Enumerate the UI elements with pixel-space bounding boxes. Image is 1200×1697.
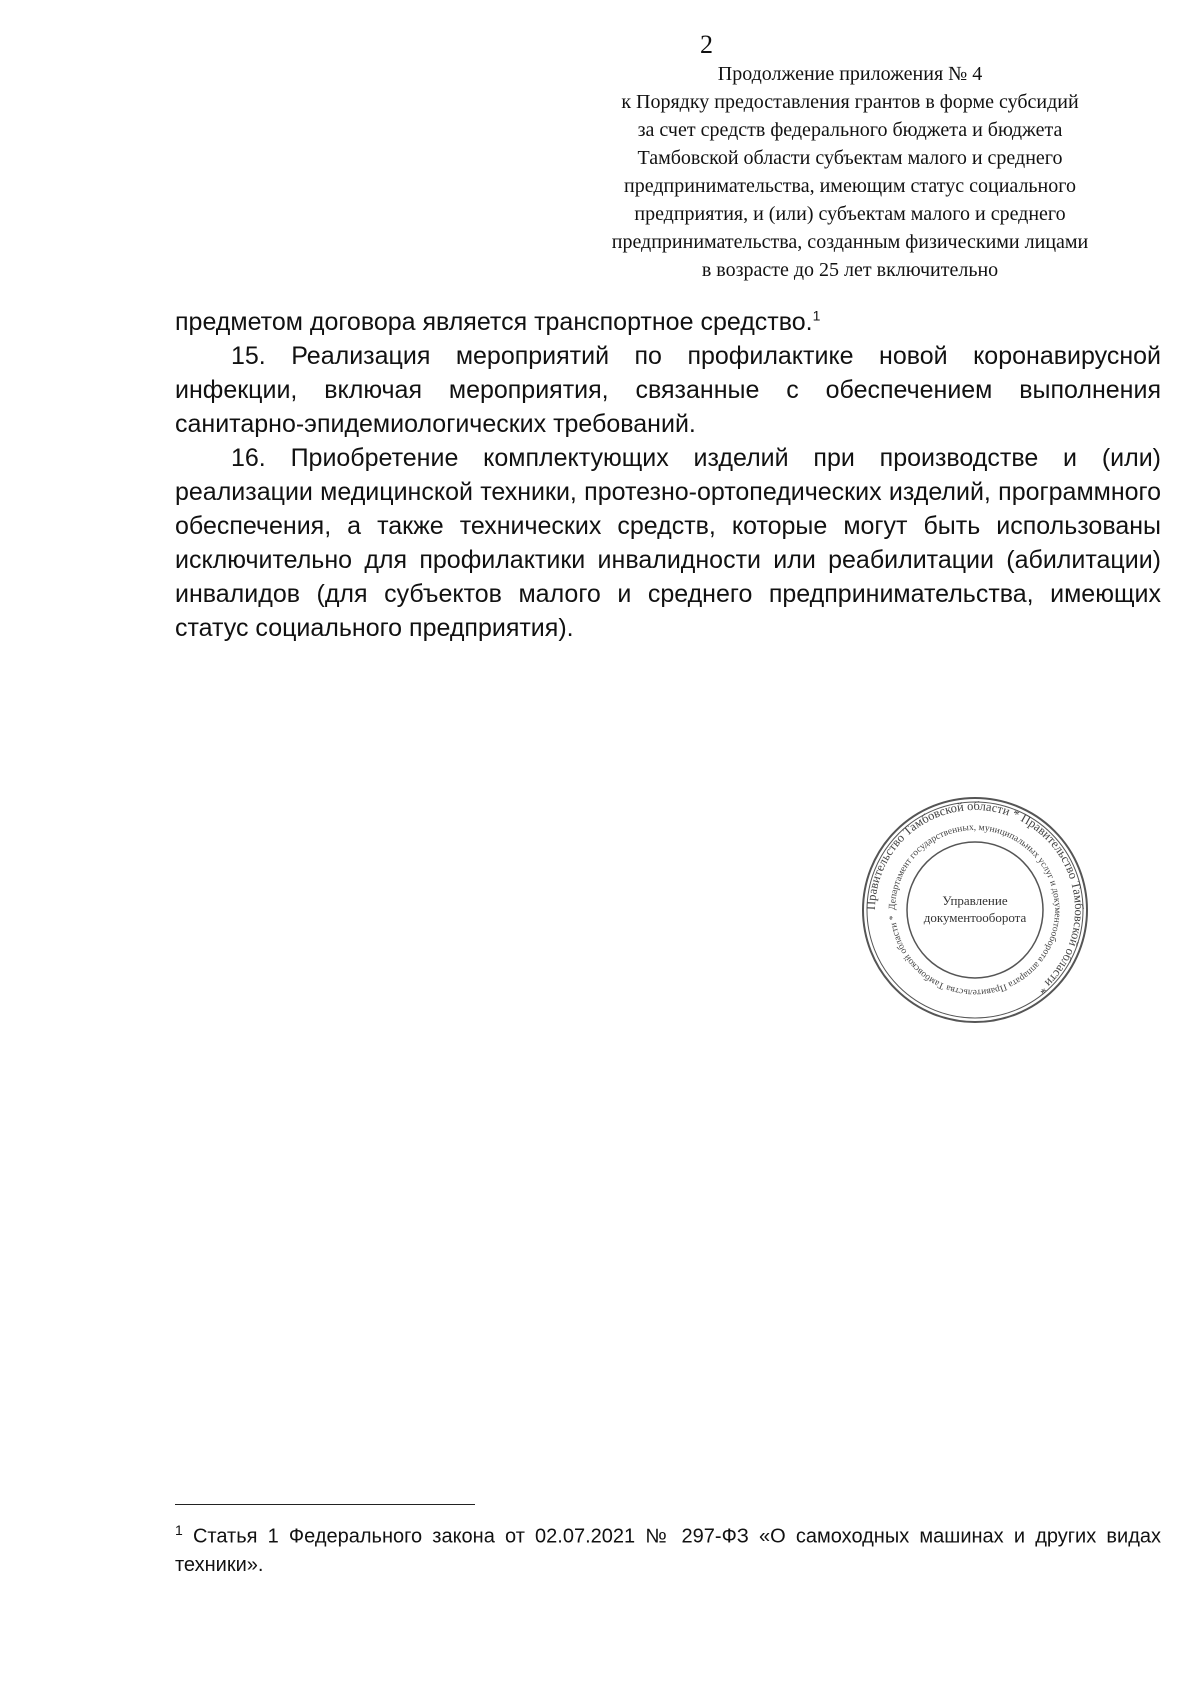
stamp-inner-textpath: Департамент государственных, муниципальных услуг и документооборота аппарата Правительства Тамбовской области * — [887, 822, 1063, 998]
footnote-text: Статья 1 Федерального закона от 02.07.2021 № 297-ФЗ «О самоходных машинах и других видах техники». — [175, 1525, 1161, 1576]
stamp-center-line: документооборота — [923, 910, 1027, 925]
continuation-text: предметом договора является транспортное средство. — [175, 308, 813, 336]
header-line: в возрасте до 25 лет включительно — [701, 259, 999, 281]
page-number: 2 — [700, 30, 713, 59]
stamp-center-label — [905, 892, 1045, 926]
footnote-reference: 1 — [812, 307, 821, 324]
official-stamp — [860, 795, 1090, 1025]
header-line: предприятия, и (или) субъектам малого и среднего — [634, 203, 1066, 225]
paragraph-item-16: 16. Приобретение комплектующих изделий при производстве и (или) реализации медицинской техники, протезно-ортопедических изделий, программного обеспечения, а также технических средств, которые могут быть использованы исключительно для профилактики инвалидности или реабилитации (абилитации) инвалидов (для субъектов малого и среднего предпринимательства, имеющих статус социального предприятия). — [175, 444, 1161, 642]
header-line: за счет средств федерального бюджета и бюджета — [637, 119, 1063, 141]
header-line: Тамбовской области субъектам малого и среднего — [637, 147, 1063, 169]
footnote-divider — [175, 1504, 475, 1505]
paragraph-item-15: 15. Реализация мероприятий по профилактике новой коронавирусной инфекции, включая мероприятия, связанные с обеспечением выполнения санитарно-эпидемиологических требований. — [175, 342, 1161, 438]
document-body — [175, 305, 1161, 645]
header-line: Продолжение приложения № 4 — [717, 63, 983, 85]
header-line: к Порядку предоставления грантов в форме субсидий — [621, 91, 1079, 113]
header-line: предпринимательства, имеющим статус социального — [624, 175, 1076, 197]
continuation-paragraph — [175, 305, 1161, 339]
stamp-outer-textpath: Правительство Тамбовской области * Правительство Тамбовской области * — [863, 798, 1087, 997]
footnote-mark: 1 — [175, 1522, 183, 1538]
appendix-header — [540, 60, 1160, 284]
header-line: предпринимательства, созданным физическими лицами — [611, 231, 1089, 253]
stamp-center-line: Управление — [942, 893, 1008, 908]
footnote — [175, 1516, 1161, 1579]
